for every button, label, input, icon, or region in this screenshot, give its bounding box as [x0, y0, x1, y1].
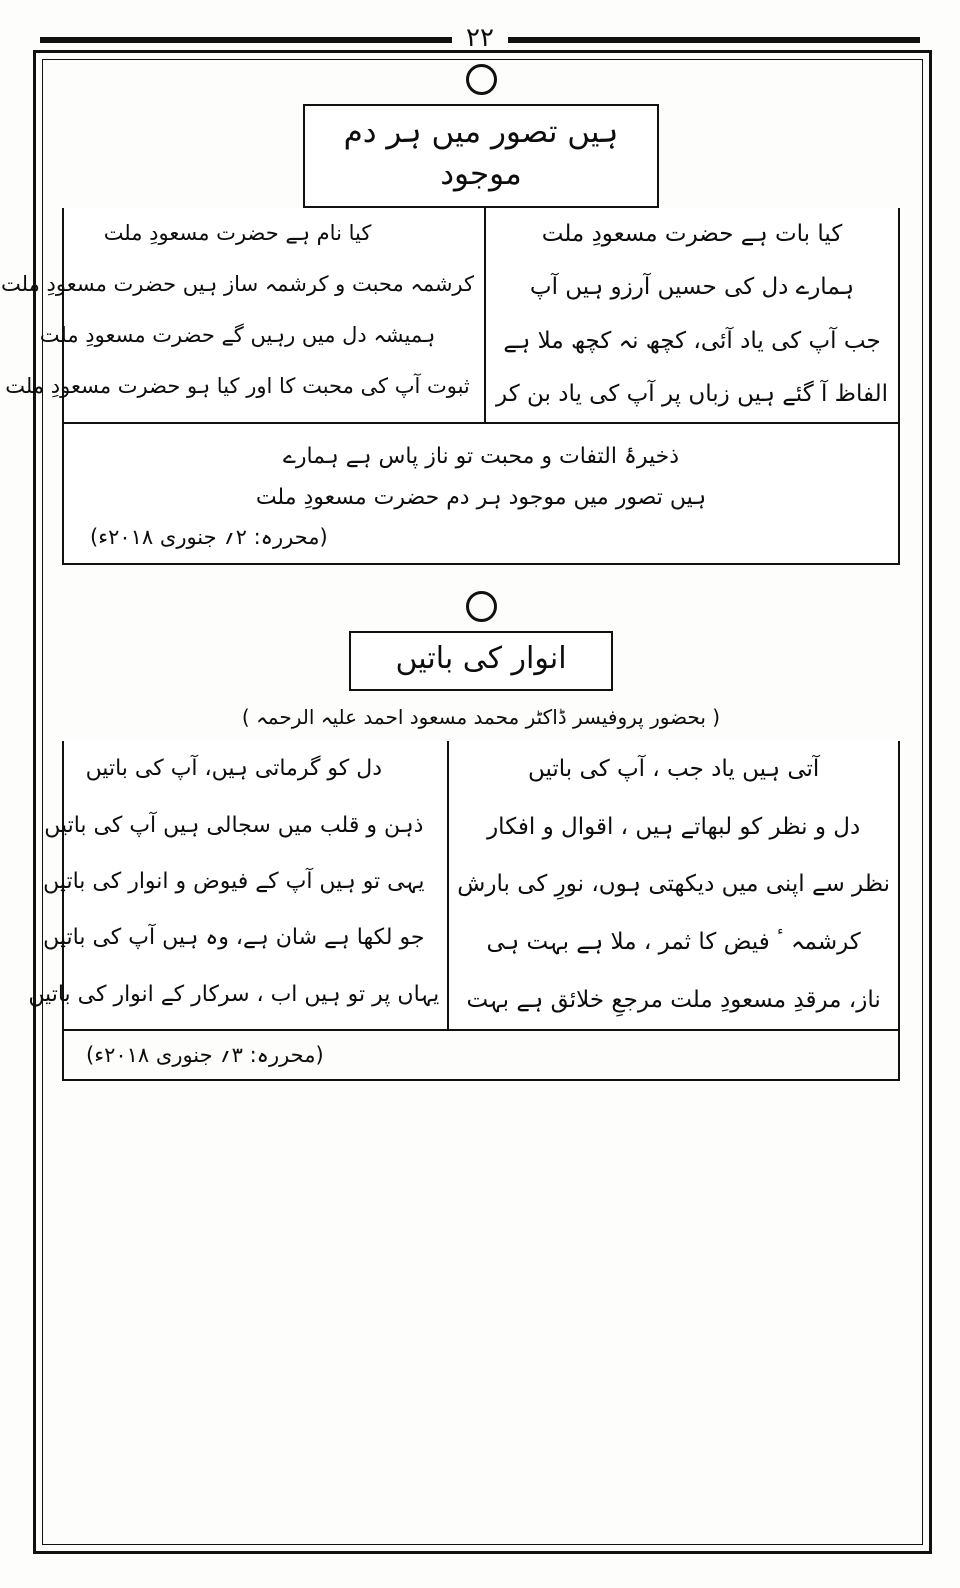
verse-line: یہاں پر تو ہیں اب ، سرکار کے انوار کی باتیں	[28, 981, 440, 1007]
header-rule-left	[40, 37, 452, 43]
verse-line: کرشمہ محبت و کرشمہ ساز ہیں حضرت مسعودِ ملت	[1, 271, 475, 296]
verse-line: کرشمہ ٴ فیض کا ثمر ، ملا ہے بہت ہی	[486, 928, 861, 955]
poem-2-section	[28, 591, 900, 1081]
poem-1-columns	[1, 208, 898, 422]
poem-1-left-column	[0, 208, 484, 422]
poem-1-verse-table	[1, 208, 900, 565]
circle-ornament-icon	[466, 64, 497, 95]
verse-line: ناز، مرقدِ مسعودِ ملت مرجعِ خلائق ہے بہت	[466, 986, 881, 1013]
verse-line: آتی ہیں یاد جب ، آپ کی باتیں	[527, 756, 820, 783]
poem-2-date: (محررہ: ۳؍ جنوری ۲۰۱۸ء)	[86, 1043, 324, 1068]
verse-line: ہمیشہ دل میں رہیں گے حضرت مسعودِ ملت	[39, 323, 436, 348]
poem-2-columns	[28, 741, 898, 1029]
header-rule-right	[508, 37, 920, 43]
poem-2-left-column	[20, 741, 447, 1029]
verse-line: ثبوت آپ کی محبت کا اور کیا ہو حضرت مسعودِ ملت	[5, 374, 470, 399]
ornament-top-1	[62, 64, 900, 98]
verse-line: الفاظ آ گئے ہیں زباں پر آپ کی یاد بن کر	[496, 381, 888, 408]
verse-line: ہمارے دل کی حسیں آرزو ہیں آپ	[529, 274, 855, 301]
page-content	[1, 64, 900, 1524]
verse-line: جب آپ کی یاد آئی، کچھ نہ کچھ ملا ہے	[503, 327, 881, 354]
poem-1-footer	[64, 422, 898, 563]
verse-line: جو لکھا ہے شان ہے، وہ ہیں آپ کی باتیں	[43, 925, 425, 951]
circle-ornament-icon	[466, 591, 497, 622]
verse-line: دل و نظر کو لبھاتے ہیں ، اقوال و افکار	[487, 813, 861, 840]
ornament-top-2	[62, 591, 900, 625]
poem-2-verse-table	[28, 741, 900, 1031]
poem-1-right-column	[484, 208, 898, 422]
verse-line: یہی تو ہیں آپ کے فیوض و انوار کی باتیں	[43, 868, 425, 894]
verse-line: ذخیرۂ التفات و محبت تو ناز پاس ہے ہمارے	[282, 444, 680, 470]
page-number: ۲۲	[466, 23, 494, 53]
poem-2-right-column	[447, 741, 898, 1029]
verse-line: کیا نام ہے حضرت مسعودِ ملت	[103, 220, 372, 245]
poem-1-title: ہیں تصور میں ہر دم موجود	[303, 104, 659, 208]
verse-line: ہیں تصور میں موجود ہر دم حضرت مسعودِ ملت	[255, 485, 707, 511]
poem-2-title: انوار کی باتیں	[349, 631, 613, 692]
poem-2-date-box	[62, 1031, 900, 1081]
verse-line: دل کو گرماتی ہیں، آپ کی باتیں	[85, 756, 383, 782]
verse-line: ذہن و قلب میں سجالی ہیں آپ کی باتیں	[44, 812, 424, 838]
verse-line: نظر سے اپنی میں دیکھتی ہوں، نورِ کی بارش	[457, 871, 890, 898]
poem-2-subtitle: ( بحضور پروفیسر ڈاکٹر محمد مسعود احمد علیہ الرحمہ )	[241, 705, 721, 730]
verse-line: کیا بات ہے حضرت مسعودِ ملت	[541, 220, 843, 247]
poem-1-date: (محررہ: ۲؍ جنوری ۲۰۱۸ء)	[90, 524, 328, 549]
